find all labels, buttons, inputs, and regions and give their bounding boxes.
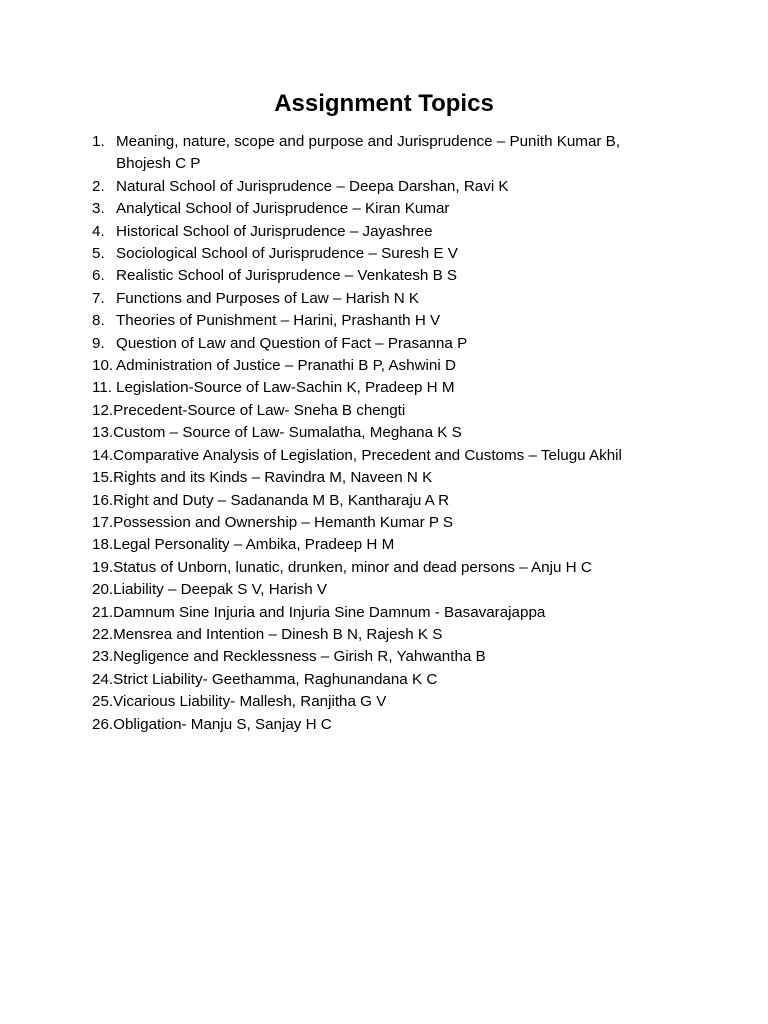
list-item-number: 16. xyxy=(92,491,114,509)
list-item-number: 17. xyxy=(92,513,114,531)
list-item-number: 15. xyxy=(92,469,114,487)
list-item xyxy=(92,355,692,377)
list-item xyxy=(92,243,692,265)
list-item xyxy=(92,467,692,489)
list-item-text: Historical School of Jurisprudence – Jayashree xyxy=(116,222,433,240)
list-item xyxy=(92,131,692,176)
list-item-text: Mensrea and Intention – Dinesh B N, Rajesh K S xyxy=(113,625,443,643)
list-item-number: 19. xyxy=(92,558,114,576)
list-item xyxy=(92,691,692,713)
list-item-text: Sociological School of Jurisprudence – Suresh E V xyxy=(116,245,458,263)
list-item xyxy=(92,265,692,287)
list-item-text: Legislation-Source of Law-Sachin K, Pradeep H M xyxy=(116,379,455,397)
list-item xyxy=(92,534,692,556)
list-item-text: Possession and Ownership – Hemanth Kumar P S xyxy=(113,513,454,531)
list-item-number: 12. xyxy=(92,401,114,419)
list-item xyxy=(92,557,692,579)
list-item-text: Custom – Source of Law- Sumalatha, Meghana K S xyxy=(113,424,462,442)
list-item xyxy=(92,646,692,668)
list-item-text: Meaning, nature, scope and purpose and Jurisprudence – Punith Kumar B, Bhojesh C P xyxy=(116,133,621,173)
list-item xyxy=(92,624,692,646)
list-item-text: Vicarious Liability- Mallesh, Ranjitha G V xyxy=(113,693,387,711)
topic-list xyxy=(92,131,692,736)
list-item-text: Analytical School of Jurisprudence – Kiran Kumar xyxy=(116,200,450,218)
list-item-number: 10. xyxy=(92,357,114,375)
list-item xyxy=(92,490,692,512)
list-item-number: 23. xyxy=(92,648,114,666)
list-item xyxy=(92,445,692,467)
list-item xyxy=(92,512,692,534)
list-item-text: Administration of Justice – Pranathi B P, Ashwini D xyxy=(116,357,456,375)
list-item-text: Liability – Deepak S V, Harish V xyxy=(113,581,327,599)
list-item-text: Functions and Purposes of Law – Harish N K xyxy=(116,289,420,307)
list-item xyxy=(92,288,692,310)
list-item-number: 26. xyxy=(92,715,114,733)
list-item-number: 22. xyxy=(92,625,114,643)
list-item xyxy=(92,333,692,355)
list-item-number: 9. xyxy=(92,334,105,352)
list-item-text: Theories of Punishment – Harini, Prashanth H V xyxy=(116,312,441,330)
list-item-number: 4. xyxy=(92,222,105,240)
list-item xyxy=(92,422,692,444)
list-item xyxy=(92,377,692,399)
list-item-text: Negligence and Recklessness – Girish R, Yahwantha B xyxy=(113,648,486,666)
list-item-number: 2. xyxy=(92,177,105,195)
list-item-text: Question of Law and Question of Fact – Prasanna P xyxy=(116,334,468,352)
list-item xyxy=(92,669,692,691)
list-item xyxy=(92,310,692,332)
list-item-text: Damnum Sine Injuria and Injuria Sine Damnum - Basavarajappa xyxy=(113,603,546,621)
list-item-number: 14. xyxy=(92,446,114,464)
list-item-number: 5. xyxy=(92,245,105,263)
list-item-text: Comparative Analysis of Legislation, Precedent and Customs – Telugu Akhil xyxy=(113,446,622,464)
list-item-number: 25. xyxy=(92,693,114,711)
list-item-number: 18. xyxy=(92,536,114,554)
list-item-text: Status of Unborn, lunatic, drunken, minor and dead persons – Anju H C xyxy=(113,558,592,576)
list-item-text: Realistic School of Jurisprudence – Venkatesh B S xyxy=(116,267,458,285)
list-item xyxy=(92,221,692,243)
list-item-text: Right and Duty – Sadananda M B, Kantharaju A R xyxy=(113,491,450,509)
list-item-text: Rights and its Kinds – Ravindra M, Naveen N K xyxy=(113,469,433,487)
list-item-text: Obligation- Manju S, Sanjay H C xyxy=(113,715,332,733)
list-item-text: Legal Personality – Ambika, Pradeep H M xyxy=(113,536,395,554)
list-item-text: Precedent-Source of Law- Sneha B chengti xyxy=(113,401,406,419)
list-item-text: Strict Liability- Geethamma, Raghunandana K C xyxy=(113,670,438,688)
list-item-number: 24. xyxy=(92,670,114,688)
list-item-number: 21. xyxy=(92,603,114,621)
list-item-number: 3. xyxy=(92,200,105,218)
list-item xyxy=(92,714,692,736)
list-item-number: 6. xyxy=(92,267,105,285)
list-item xyxy=(92,176,692,198)
list-item xyxy=(92,198,692,220)
list-item-number: 8. xyxy=(92,312,105,330)
page-title: Assignment Topics xyxy=(274,90,494,117)
list-item xyxy=(92,579,692,601)
list-item-number: 20. xyxy=(92,581,114,599)
list-item-text: Natural School of Jurisprudence – Deepa Darshan, Ravi K xyxy=(116,177,509,195)
list-item-number: 1. xyxy=(92,133,105,150)
list-item-number: 11. xyxy=(92,379,112,397)
list-item xyxy=(92,400,692,422)
list-item xyxy=(92,602,692,624)
list-item-number: 13. xyxy=(92,424,114,442)
list-item-number: 7. xyxy=(92,289,105,307)
